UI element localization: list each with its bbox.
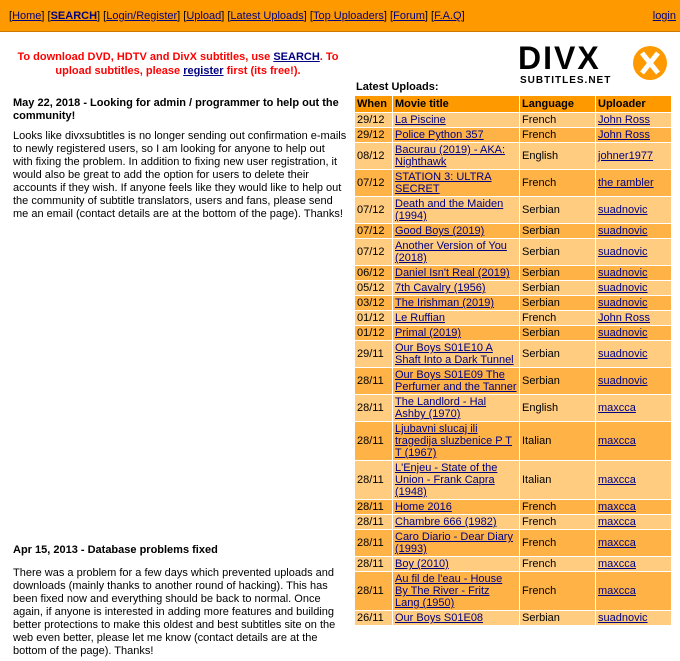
upload-language: Serbian <box>522 348 560 360</box>
table-cell <box>520 143 596 170</box>
news-title-2: Apr 15, 2013 - Database problems fixed <box>13 544 218 556</box>
uploader-link[interactable]: John Ross <box>598 114 650 126</box>
promo-register-link[interactable]: register <box>183 65 224 77</box>
nav-bracket: [ <box>309 10 313 22</box>
table-cell <box>355 224 393 239</box>
table-cell <box>596 500 672 515</box>
table-row <box>355 341 672 368</box>
table-cell <box>355 530 393 557</box>
table-cell <box>393 515 520 530</box>
upload-date: 28/11 <box>357 501 384 513</box>
nav-bracket: ] <box>41 10 45 22</box>
table-cell <box>355 143 393 170</box>
uploader-link[interactable]: suadnovic <box>598 225 648 237</box>
table-cell <box>596 422 672 461</box>
table-row <box>355 461 672 500</box>
nav-link-login-register[interactable]: Login/Register <box>106 10 178 22</box>
table-cell <box>355 296 393 311</box>
table-cell <box>393 341 520 368</box>
nav-bracket: ] <box>177 10 181 22</box>
nav-links <box>9 10 465 22</box>
table-cell <box>393 197 520 224</box>
table-row <box>355 281 672 296</box>
movie-title-link[interactable]: Our Boys S01E09 The Perfumer and the Tanner <box>395 369 517 393</box>
upload-date: 29/11 <box>357 348 384 360</box>
table-cell <box>596 557 672 572</box>
upload-language: French <box>522 312 557 324</box>
nav-link-top-uploaders[interactable]: Top Uploaders <box>312 10 384 22</box>
table-row <box>355 557 672 572</box>
table-cell <box>355 197 393 224</box>
upload-date: 26/11 <box>357 612 384 624</box>
table-cell <box>520 572 596 611</box>
movie-title-link[interactable]: Home 2016 <box>395 501 452 513</box>
table-cell <box>596 530 672 557</box>
upload-date: 28/11 <box>357 375 384 387</box>
upload-date: 07/12 <box>357 177 385 189</box>
table-cell <box>355 266 393 281</box>
promo-text-3: first (its free!). <box>223 65 301 77</box>
upload-date: 28/11 <box>357 585 384 597</box>
uploader-link[interactable]: maxcca <box>598 537 636 549</box>
upload-date: 01/12 <box>357 327 385 339</box>
table-cell <box>520 515 596 530</box>
uploader-link[interactable]: maxcca <box>598 585 636 597</box>
table-cell <box>355 422 393 461</box>
movie-title-link[interactable]: Bacurau (2019) - AKA: Nighthawk <box>395 144 506 168</box>
table-cell <box>393 239 520 266</box>
nav-bracket: [ <box>47 10 51 22</box>
table-row <box>355 296 672 311</box>
table-cell <box>520 281 596 296</box>
table-row <box>355 113 672 128</box>
col-movie-title: Movie title <box>393 96 520 113</box>
upload-date: 28/11 <box>357 516 384 528</box>
table-cell <box>393 326 520 341</box>
table-cell <box>520 197 596 224</box>
table-cell <box>596 311 672 326</box>
news-body-2: There was a problem for a few days which prevented uploads and downloads (mainly thanks to another round of hacking). This has been fixed now and everything should be back to normal. Once again, if anyone is interested in adding more features and building better protections to make this oldest and best subtitles site on the web even better, please let me know (contact details are at the bottom of the page). Thanks! <box>13 567 336 657</box>
movie-title-link[interactable]: Ljubavni slucaj ili tragedija sluzbenice P T T (1967) <box>395 423 512 459</box>
table-cell <box>520 128 596 143</box>
uploader-link[interactable]: suadnovic <box>598 246 648 258</box>
table-cell <box>393 266 520 281</box>
uploader-link[interactable]: maxcca <box>598 435 636 447</box>
table-cell <box>355 326 393 341</box>
logo-main-text: DIVX <box>518 42 601 76</box>
table-cell <box>355 281 393 296</box>
uploader-link[interactable]: John Ross <box>598 129 650 141</box>
table-cell <box>355 461 393 500</box>
upload-language: Serbian <box>522 282 560 294</box>
upload-language: French <box>522 177 557 189</box>
news-title-1: May 22, 2018 - Looking for admin / programmer to help out the community! <box>13 97 339 122</box>
table-cell <box>393 500 520 515</box>
upload-language: Italian <box>522 435 552 447</box>
upload-language: French <box>522 585 557 597</box>
uploader-link[interactable]: suadnovic <box>598 375 648 387</box>
login-link[interactable]: login <box>652 10 676 22</box>
uploader-link[interactable]: maxcca <box>598 402 636 414</box>
table-cell <box>355 395 393 422</box>
table-cell <box>596 515 672 530</box>
table-cell <box>355 572 393 611</box>
nav-link-forum[interactable]: Forum <box>393 10 425 22</box>
table-cell <box>393 296 520 311</box>
upload-date: 29/12 <box>357 114 385 126</box>
news-body-1: Looks like divxsubtitles is no longer sending out confirmation e-mails to newly registered users, so I am looking for anyone to help out with fixing the problem. In addition to fixing new user registration, it would also be great to add the option for users to delete their accounts if they wish. If anyone feels like they would like to help out the community of subtitle translators, users and fans, please send me an email (contact details are at the bottom of the page). Thanks! <box>13 130 347 220</box>
table-cell <box>520 395 596 422</box>
movie-title-link[interactable]: Boy (2010) <box>395 558 449 570</box>
upload-language: Serbian <box>522 297 560 309</box>
movie-title-link[interactable]: Another Version of You (2018) <box>395 240 507 264</box>
nav-bracket: [ <box>390 10 394 22</box>
upload-language: French <box>522 537 557 549</box>
table-cell <box>520 341 596 368</box>
table-cell <box>596 239 672 266</box>
movie-title-link[interactable]: Our Boys S01E10 A Shaft Into a Dark Tunnel <box>395 342 514 366</box>
upload-date: 28/11 <box>357 537 384 549</box>
table-cell <box>355 341 393 368</box>
table-cell <box>393 572 520 611</box>
uploader-link[interactable]: suadnovic <box>598 612 648 624</box>
table-cell <box>596 461 672 500</box>
table-cell <box>520 500 596 515</box>
upload-date: 05/12 <box>357 282 385 294</box>
latest-uploads-table <box>354 95 672 626</box>
table-cell <box>393 395 520 422</box>
table-cell <box>520 611 596 626</box>
movie-title-link[interactable]: Primal (2019) <box>395 327 462 339</box>
logo-sub-text: SUBTITLES.NET <box>520 75 612 86</box>
table-row <box>355 368 672 395</box>
upload-language: Serbian <box>522 225 560 237</box>
table-cell <box>596 128 672 143</box>
table-row <box>355 422 672 461</box>
table-cell <box>393 461 520 500</box>
movie-title-link[interactable]: Daniel Isn't Real (2019) <box>395 267 510 279</box>
upload-language: French <box>522 129 557 141</box>
promo-text-1: To download DVD, HDTV and DivX subtitles, use <box>17 51 274 63</box>
nav-bracket: ] <box>97 10 101 22</box>
table-cell <box>393 224 520 239</box>
table-row <box>355 143 672 170</box>
table-cell <box>355 368 393 395</box>
table-cell <box>520 224 596 239</box>
uploader-link[interactable]: maxcca <box>598 501 636 513</box>
table-cell <box>393 113 520 128</box>
nav-link-latest-uploads[interactable]: Latest Uploads <box>230 10 304 22</box>
table-cell <box>393 557 520 572</box>
table-cell <box>520 296 596 311</box>
table-cell <box>355 311 393 326</box>
table-row <box>355 395 672 422</box>
table-cell <box>393 611 520 626</box>
nav-link-upload[interactable]: Upload <box>186 10 222 22</box>
nav-bracket: [ <box>431 10 435 22</box>
table-cell <box>520 311 596 326</box>
upload-language: Italian <box>522 474 552 486</box>
upload-language: Serbian <box>522 327 560 339</box>
col-when: When <box>355 96 393 113</box>
table-cell <box>520 170 596 197</box>
table-cell <box>393 170 520 197</box>
top-nav-bar <box>0 0 680 32</box>
movie-title-link[interactable]: Our Boys S01E08 <box>395 612 484 624</box>
table-cell <box>596 224 672 239</box>
table-cell <box>596 341 672 368</box>
uploader-link[interactable]: johner1977 <box>598 150 654 162</box>
movie-title-link[interactable]: Au fil de l'eau - House By The River - Fritz Lang (1950) <box>395 573 503 609</box>
uploader-link[interactable]: maxcca <box>598 516 636 528</box>
upload-language: Serbian <box>522 204 560 216</box>
upload-language: French <box>522 516 557 528</box>
uploader-link[interactable]: suadnovic <box>598 348 648 360</box>
uploader-link[interactable]: maxcca <box>598 474 636 486</box>
nav-bracket: [ <box>227 10 231 22</box>
table-cell <box>520 326 596 341</box>
table-row <box>355 239 672 266</box>
table-row <box>355 224 672 239</box>
nav-bracket: [ <box>103 10 107 22</box>
nav-bracket: [ <box>183 10 187 22</box>
upload-date: 07/12 <box>357 246 385 258</box>
upload-language: Serbian <box>522 267 560 279</box>
latest-uploads-heading: Latest Uploads: <box>356 81 439 93</box>
nav-link-search[interactable]: SEARCH <box>50 10 98 22</box>
table-cell <box>596 395 672 422</box>
table-header-row <box>355 96 672 113</box>
table-cell <box>596 113 672 128</box>
upload-language: English <box>522 150 559 162</box>
table-row <box>355 128 672 143</box>
movie-title-link[interactable]: 7th Cavalry (1956) <box>395 282 486 294</box>
table-cell <box>596 368 672 395</box>
table-cell <box>520 461 596 500</box>
upload-language: Serbian <box>522 246 560 258</box>
movie-title-link[interactable]: Le Ruffian <box>395 312 445 324</box>
table-cell <box>520 530 596 557</box>
upload-date: 28/11 <box>357 474 384 486</box>
nav-bracket: ] <box>461 10 465 22</box>
table-cell <box>596 197 672 224</box>
table-cell <box>520 422 596 461</box>
upload-language: English <box>522 402 559 414</box>
upload-date: 01/12 <box>357 312 385 324</box>
uploader-link[interactable]: suadnovic <box>598 282 648 294</box>
upload-date: 08/12 <box>357 150 385 162</box>
table-cell <box>355 515 393 530</box>
nav-link-f-a-q[interactable]: F.A.Q <box>434 10 462 22</box>
movie-title-link[interactable]: The Landlord - Hal Ashby (1970) <box>395 396 487 420</box>
upload-date: 03/12 <box>357 297 385 309</box>
movie-title-link[interactable]: Caro Diario - Dear Diary (1993) <box>395 531 513 555</box>
promo-text-2: . To upload subtitles, please <box>55 51 339 77</box>
uploader-link[interactable]: John Ross <box>598 312 650 324</box>
table-cell <box>393 128 520 143</box>
promo-search-link[interactable]: SEARCH <box>273 51 320 63</box>
movie-title-link[interactable]: Good Boys (2019) <box>395 225 485 237</box>
uploader-link[interactable]: maxcca <box>598 558 636 570</box>
upload-date: 28/11 <box>357 435 384 447</box>
table-cell <box>520 239 596 266</box>
table-cell <box>596 170 672 197</box>
table-row <box>355 326 672 341</box>
upload-language: French <box>522 501 557 513</box>
uploader-link[interactable]: suadnovic <box>598 327 648 339</box>
table-cell <box>596 143 672 170</box>
table-cell <box>393 368 520 395</box>
upload-language: Serbian <box>522 612 560 624</box>
table-row <box>355 515 672 530</box>
table-cell <box>520 113 596 128</box>
table-cell <box>393 143 520 170</box>
movie-title-link[interactable]: STATION 3: ULTRA SECRET <box>395 171 492 195</box>
upload-language: French <box>522 114 557 126</box>
table-cell <box>596 572 672 611</box>
table-row <box>355 611 672 626</box>
uploader-link[interactable]: suadnovic <box>598 297 648 309</box>
nav-bracket: ] <box>303 10 307 22</box>
table-cell <box>355 113 393 128</box>
table-cell <box>393 530 520 557</box>
table-row <box>355 500 672 515</box>
table-cell <box>520 557 596 572</box>
table-cell <box>520 368 596 395</box>
table-cell <box>355 170 393 197</box>
movie-title-link[interactable]: L'Enjeu - State of the Union - Frank Capra (1948) <box>395 462 498 498</box>
divx-subtitles-logo[interactable] <box>518 42 670 86</box>
upload-date: 29/12 <box>357 129 385 141</box>
upload-date: 06/12 <box>357 267 385 279</box>
uploader-link[interactable]: suadnovic <box>598 267 648 279</box>
upload-date: 07/12 <box>357 204 385 216</box>
promo-banner <box>10 50 346 78</box>
table-cell <box>393 422 520 461</box>
movie-title-link[interactable]: Death and the Maiden (1994) <box>395 198 504 222</box>
table-row <box>355 197 672 224</box>
uploader-link[interactable]: the rambler <box>598 177 654 189</box>
table-cell <box>596 611 672 626</box>
nav-bracket: ] <box>221 10 225 22</box>
col-uploader: Uploader <box>596 96 672 113</box>
movie-title-link[interactable]: Chambre 666 (1982) <box>395 516 497 528</box>
movie-title-link[interactable]: Police Python 357 <box>395 129 484 141</box>
table-row <box>355 572 672 611</box>
table-row <box>355 530 672 557</box>
movie-title-link[interactable]: The Irishman (2019) <box>395 297 495 309</box>
table-cell <box>596 281 672 296</box>
nav-bracket: [ <box>9 10 13 22</box>
upload-language: Serbian <box>522 375 560 387</box>
nav-bracket: ] <box>383 10 387 22</box>
table-cell <box>520 266 596 281</box>
table-cell <box>393 281 520 296</box>
table-cell <box>355 239 393 266</box>
table-cell <box>355 611 393 626</box>
upload-language: French <box>522 558 557 570</box>
table-cell <box>596 326 672 341</box>
table-row <box>355 266 672 281</box>
table-cell <box>596 266 672 281</box>
uploader-link[interactable]: suadnovic <box>598 204 648 216</box>
table-cell <box>596 296 672 311</box>
table-cell <box>355 500 393 515</box>
upload-date: 07/12 <box>357 225 385 237</box>
table-cell <box>393 311 520 326</box>
table-row <box>355 170 672 197</box>
table-cell <box>355 557 393 572</box>
col-language: Language <box>520 96 596 113</box>
upload-date: 28/11 <box>357 402 384 414</box>
table-cell <box>355 128 393 143</box>
upload-date: 28/11 <box>357 558 384 570</box>
nav-link-home[interactable]: Home <box>12 10 42 22</box>
movie-title-link[interactable]: La Piscine <box>395 114 446 126</box>
nav-bracket: ] <box>424 10 428 22</box>
table-row <box>355 311 672 326</box>
